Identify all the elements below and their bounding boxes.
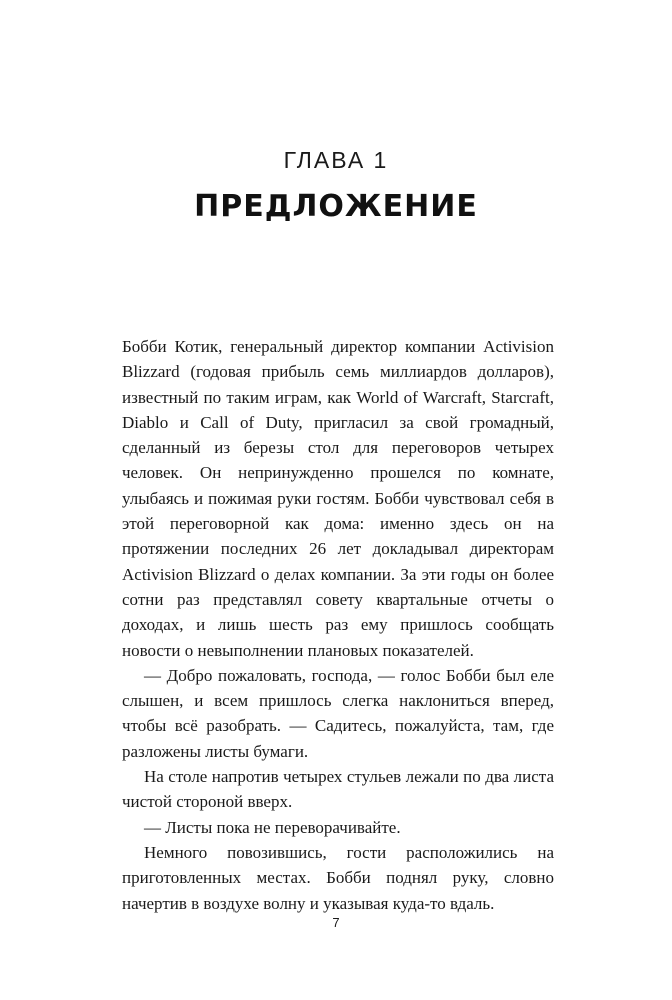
- body-text: [122, 334, 554, 916]
- page-number: 7: [332, 915, 340, 930]
- paragraph-1: Бобби Котик, генеральный директор компании Activision Blizzard (годовая прибыль семь миллиардов долларов), известный по таким играм, как World of Warcraft, Starcraft, Diablo и Call of Duty, пригласил за свой громадный, сделанный из березы стол для переговоров четырех человек. Он непринужденно прошелся по комнате, улыбаясь и пожимая руки гостям. Бобби чувствовал себя в этой переговорной как дома: именно здесь он на протяжении последних 26 лет докладывал директорам Activision Blizzard о делах компании. За эти годы он более сотни раз представлял совету квартальные отчеты о доходах, и лишь шесть раз ему пришлось сообщать новости о невыполнении плановых показателей.: [122, 337, 554, 660]
- paragraph-5: Немного повозившись, гости расположились на приготовленных местах. Бобби поднял руку, словно начертив в воздухе волну и указывая куда-то вдаль.: [122, 842, 554, 913]
- paragraph-3: На столе напротив четырех стульев лежали по два листа чистой стороной вверх.: [122, 767, 554, 812]
- paragraph-4: — Листы пока не переворачивайте.: [144, 817, 401, 837]
- chapter-title: ПРЕДЛОЖЕНИЕ: [194, 189, 478, 224]
- paragraph-2: — Добро пожаловать, господа, — голос Бобби был еле слышен, и всем пришлось слегка наклониться вперед, чтобы всё разобрать. — Садитесь, пожалуйста, там, где разложены листы бумаги.: [122, 665, 554, 761]
- chapter-number: ГЛАВА 1: [283, 147, 389, 173]
